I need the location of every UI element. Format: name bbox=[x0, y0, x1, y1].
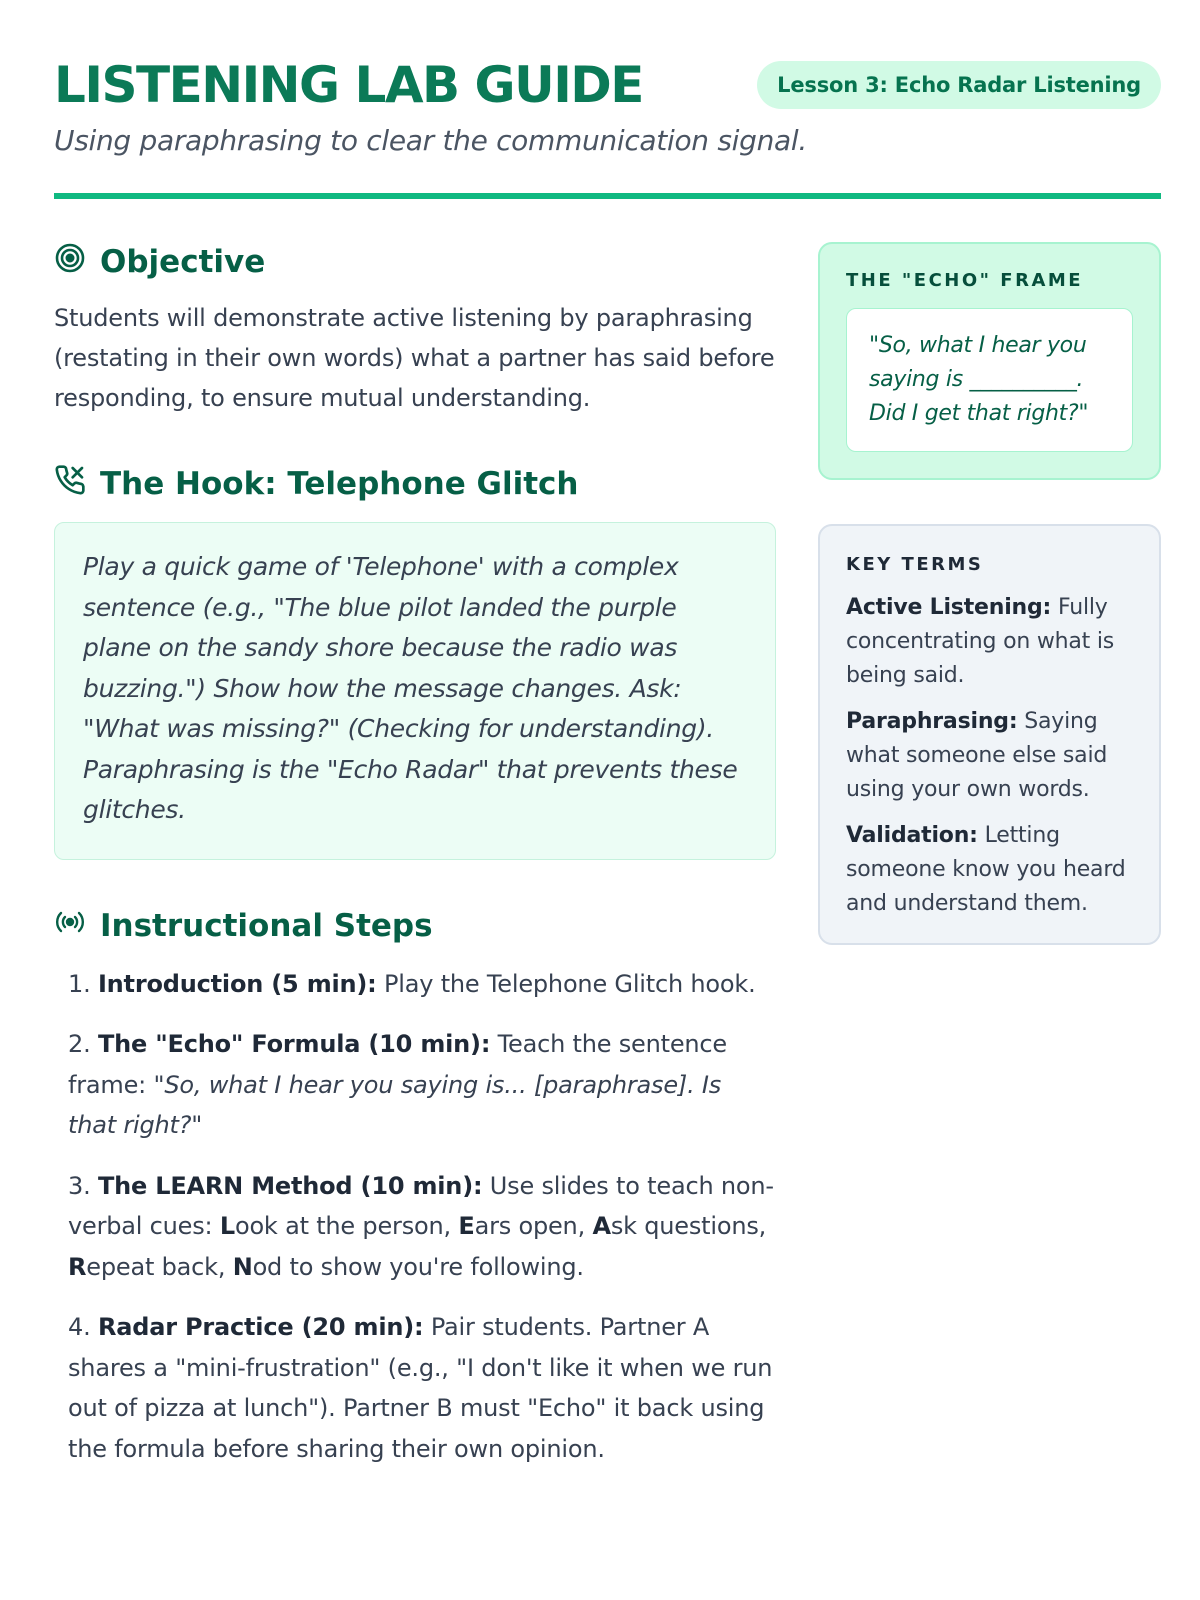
step-number: 2. bbox=[68, 1030, 91, 1058]
lesson-badge: Lesson 3: Echo Radar Listening bbox=[757, 61, 1161, 109]
term-name: Validation: bbox=[846, 823, 978, 848]
list-item bbox=[68, 1166, 776, 1288]
term-name: Active Listening: bbox=[846, 595, 1052, 620]
objective-heading-label: Objective bbox=[100, 244, 266, 280]
step-number: 1. bbox=[68, 969, 91, 998]
hook-heading-label: The Hook: Telephone Glitch bbox=[100, 466, 579, 502]
cue-letter: R bbox=[68, 1252, 87, 1281]
echo-frame-text: "So, what I hear you saying is __________. Did I get that right?" bbox=[846, 308, 1133, 452]
steps-section bbox=[54, 904, 776, 1470]
cue-text: ook at the person, bbox=[234, 1212, 459, 1240]
step-text: Use slides to teach non-verbal cues: bbox=[68, 1171, 774, 1240]
cue-text: epeat back, bbox=[86, 1252, 233, 1281]
list-item bbox=[68, 964, 776, 1005]
step-title: The "Echo" Formula (10 min): bbox=[97, 1030, 491, 1058]
objective-heading bbox=[54, 240, 776, 284]
phone-missed-icon bbox=[54, 464, 86, 504]
term-item bbox=[846, 819, 1133, 921]
step-title: Introduction (5 min): bbox=[97, 969, 377, 998]
steps-list bbox=[54, 964, 776, 1470]
page-title: LISTENING LAB GUIDE bbox=[54, 56, 643, 114]
cue-text: sk questions, bbox=[610, 1212, 767, 1240]
echo-frame-card bbox=[818, 242, 1161, 480]
steps-heading bbox=[54, 904, 776, 948]
key-terms-label: KEY TERMS bbox=[846, 554, 984, 575]
step-formula: "So, what I hear you saying is... [paraphrase]. Is that right?" bbox=[68, 1070, 722, 1139]
cue-letter: N bbox=[232, 1252, 253, 1281]
hook-section bbox=[54, 462, 776, 860]
term-item bbox=[846, 591, 1133, 693]
objective-section bbox=[54, 240, 776, 418]
page-subtitle: Using paraphrasing to clear the communication signal. bbox=[54, 124, 807, 157]
list-item bbox=[68, 1307, 776, 1469]
term-item bbox=[846, 705, 1133, 807]
echo-frame-label: THE "ECHO" FRAME bbox=[846, 270, 1084, 291]
step-number: 3. bbox=[68, 1171, 91, 1200]
step-number: 4. bbox=[68, 1313, 91, 1341]
cue-letter: E bbox=[458, 1212, 475, 1240]
cue-text: od to show you're following. bbox=[252, 1252, 584, 1281]
term-definition: Fully concentrating on what is being said. bbox=[846, 595, 1115, 688]
step-text: Pair students. Partner A shares a "mini-frustration" (e.g., "I don't like it when we run out of pizza at lunch"). Partner B must "Echo" it back using the formula before sharing their own opinion. bbox=[68, 1313, 773, 1463]
page-header bbox=[54, 55, 1161, 157]
cue-letter: A bbox=[592, 1212, 611, 1240]
header-divider bbox=[54, 193, 1161, 199]
target-icon bbox=[54, 242, 86, 282]
cue-letter: L bbox=[219, 1212, 235, 1240]
steps-heading-label: Instructional Steps bbox=[100, 907, 433, 944]
term-definition: Letting someone know you heard and understand them. bbox=[846, 823, 1126, 916]
step-title: Radar Practice (20 min): bbox=[97, 1313, 424, 1341]
term-definition: Saying what someone else said using your own words. bbox=[846, 709, 1108, 802]
hook-heading bbox=[54, 462, 776, 506]
term-name: Paraphrasing: bbox=[846, 709, 1018, 734]
key-terms-card bbox=[818, 524, 1161, 945]
list-item bbox=[68, 1024, 776, 1146]
objective-text: Students will demonstrate active listening by paraphrasing (restating in their own words) what a partner has said before responding, to ensure mutual understanding. bbox=[54, 304, 775, 412]
step-text: Play the Telephone Glitch hook. bbox=[376, 969, 756, 998]
step-title: The LEARN Method (10 min): bbox=[97, 1171, 483, 1200]
cue-text: ars open, bbox=[474, 1212, 593, 1240]
hook-callout: Play a quick game of 'Telephone' with a complex sentence (e.g., "The blue pilot landed the purple plane on the sandy shore because the radio was buzzing.") Show how the message changes. Ask: "What was missing?" (Checking for understanding). Paraphrasing is the "Echo Radar" that prevents these glitches. bbox=[54, 522, 776, 860]
main-content bbox=[54, 240, 776, 1489]
step-text: Teach the sentence frame: bbox=[68, 1030, 727, 1099]
radio-broadcast-icon bbox=[54, 906, 86, 946]
